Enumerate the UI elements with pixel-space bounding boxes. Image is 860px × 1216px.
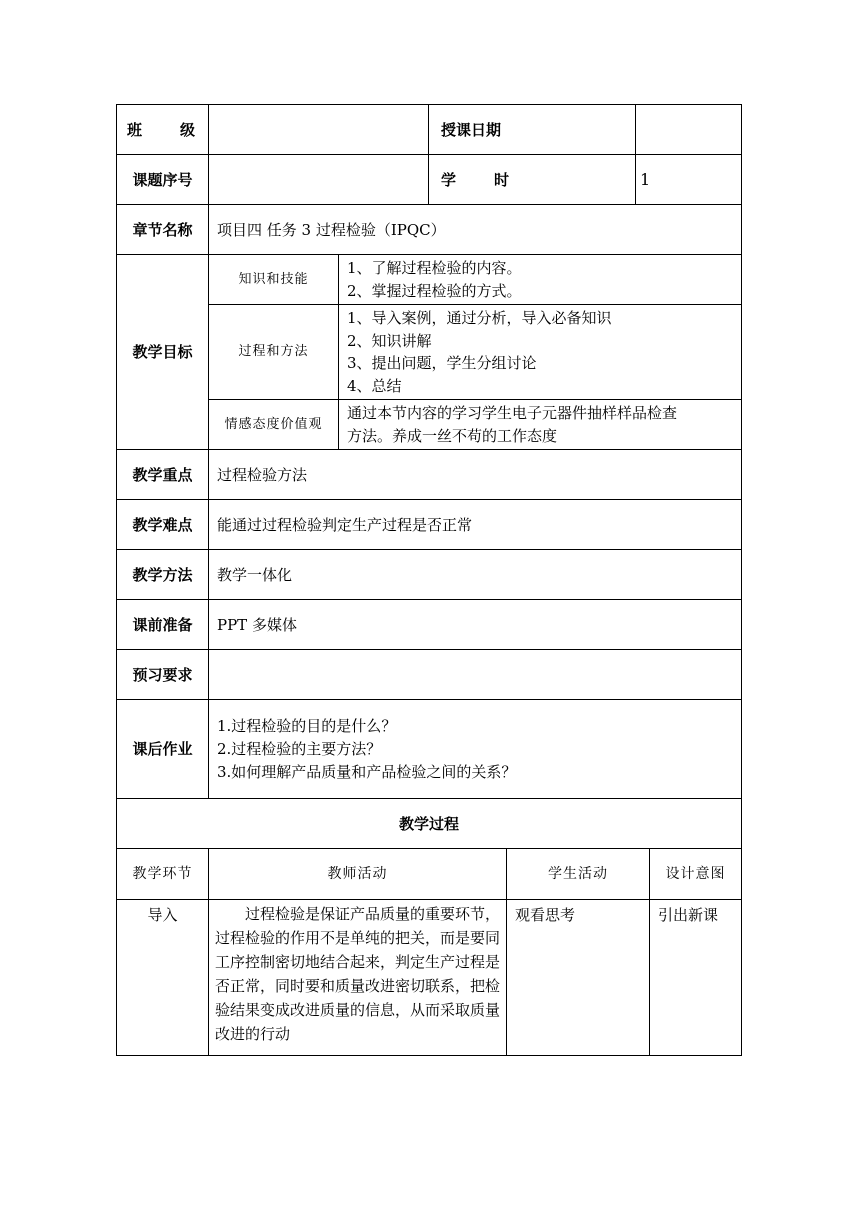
row-goal-attitude (117, 400, 742, 450)
preview-value (209, 650, 742, 700)
homework-item: 3.如何理解产品质量和产品检验之间的关系？ (217, 762, 517, 781)
focus-label: 教学重点 (117, 450, 209, 500)
prep-label: 课前准备 (117, 600, 209, 650)
method-value: 教学一体化 (209, 550, 742, 600)
header-student: 学生活动 (507, 849, 650, 900)
seq-value (209, 155, 429, 205)
chapter-value: 项目四 任务 3 过程检验（IPQC） (209, 205, 742, 255)
date-label: 授课日期 (429, 105, 636, 155)
difficulty-label: 教学难点 (117, 500, 209, 550)
attitude-content (339, 400, 742, 450)
chapter-label: 章节名称 (117, 205, 209, 255)
date-value (636, 105, 742, 155)
lesson-plan-document (116, 104, 741, 1056)
attitude-line: 通过本节内容的学习学生电子元器件抽样样品检查 (347, 404, 678, 422)
knowledge-label: 知识和技能 (209, 255, 339, 305)
process-item: 1、导入案例，通过分析，导入必备知识 (347, 309, 612, 327)
teacher-activity-cell: 过程检验是保证产品质量的重要环节，过程检验的作用不是单纯的把关，而是要同工序控制密切地结合起来，判定生产过程是否正常，同时要和质量改进密切联系，把检验结果变成改进质量的信息，从而采取质量改进的行动 (209, 900, 507, 1056)
row-chapter (117, 205, 742, 255)
attitude-line: 方法。养成一丝不苟的工作态度 (347, 426, 558, 445)
homework-label: 课后作业 (117, 700, 209, 799)
method-label: 教学方法 (117, 550, 209, 600)
row-homework (117, 700, 742, 799)
hours-label: 学 时 (429, 155, 636, 205)
process-table (116, 848, 742, 1056)
knowledge-content (339, 255, 742, 305)
difficulty-value: 能通过过程检验判定生产过程是否正常 (209, 500, 742, 550)
process-content (339, 305, 742, 400)
row-focus (117, 450, 742, 500)
knowledge-item: 1、了解过程检验的内容。 (347, 259, 522, 277)
knowledge-item: 2、掌握过程检验的方式。 (347, 281, 522, 300)
row-goal-process (117, 305, 742, 400)
stage-cell: 导入 (117, 900, 209, 1056)
lesson-plan-table (116, 104, 742, 849)
student-activity-cell: 观看思考 (507, 900, 650, 1056)
prep-value: PPT 多媒体 (209, 600, 742, 650)
row-method (117, 550, 742, 600)
process-item: 4、总结 (347, 376, 402, 395)
process-header-row (117, 849, 742, 900)
row-seq (117, 155, 742, 205)
process-item: 2、知识讲解 (347, 331, 432, 350)
attitude-label: 情感态度价值观 (209, 400, 339, 450)
process-row (117, 900, 742, 1056)
homework-item: 2.过程检验的主要方法？ (217, 739, 382, 758)
class-value (209, 105, 429, 155)
row-process-title (117, 799, 742, 849)
goals-label: 教学目标 (117, 255, 209, 450)
seq-label: 课题序号 (117, 155, 209, 205)
row-prep (117, 600, 742, 650)
homework-content (209, 700, 742, 799)
hours-value: 1 (636, 155, 742, 205)
design-intent-cell: 引出新课 (650, 900, 742, 1056)
class-label: 班 级 (117, 105, 209, 155)
row-preview (117, 650, 742, 700)
focus-value: 过程检验方法 (209, 450, 742, 500)
process-item: 3、提出问题，学生分组讨论 (347, 354, 537, 372)
process-title: 教学过程 (117, 799, 742, 849)
row-difficulty (117, 500, 742, 550)
preview-label: 预习要求 (117, 650, 209, 700)
header-stage: 教学环节 (117, 849, 209, 900)
header-intent: 设计意图 (650, 849, 742, 900)
process-label: 过程和方法 (209, 305, 339, 400)
header-teacher: 教师活动 (209, 849, 507, 900)
homework-item: 1.过程检验的目的是什么？ (217, 716, 397, 735)
row-class (117, 105, 742, 155)
row-goal-knowledge (117, 255, 742, 305)
